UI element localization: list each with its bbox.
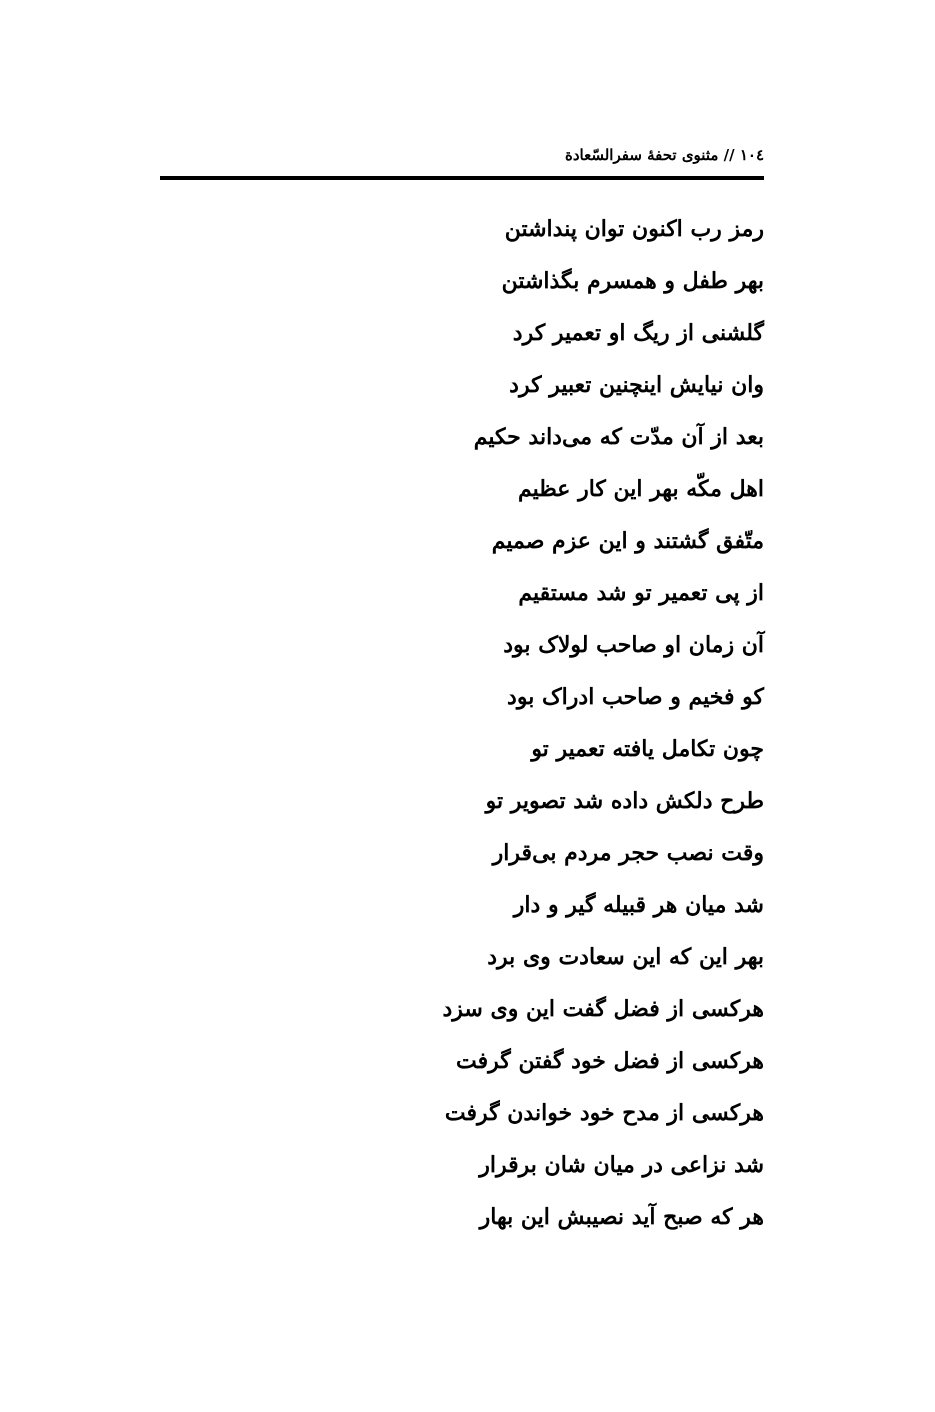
verse-line: اهل مکّه بهر این کار عظیم [517, 476, 764, 502]
verse-line: بهر این که این سعادت وی برد [487, 944, 764, 970]
verse-line: طرح دلکش داده شد تصویر تو [485, 788, 764, 814]
verse-line: متّفق گشتند و این عزم صمیم [491, 528, 764, 554]
verse-line: هرکسی از فضل خود گفتن گرفت [456, 1048, 764, 1074]
header-separator: // [723, 146, 735, 164]
running-header [160, 140, 764, 170]
verse-line: کو فخیم و صاحب ادراک بود [507, 684, 764, 710]
verse-line: هرکسی از فضل گفت این وی سزد [442, 996, 764, 1022]
page-number: ١٠٤ [739, 146, 764, 164]
verse-line: شد نزاعی در میان شان برقرار [479, 1152, 764, 1178]
verse-line: چون تکامل یافته تعمیر تو [531, 736, 764, 762]
verse-line: وقت نصب حجر مردم بی‌قرار [492, 840, 764, 866]
verse-line: از پی تعمیر تو شد مستقیم [518, 580, 764, 606]
verse-line: وان نیایش اینچنین تعبیر کرد [509, 372, 764, 398]
header-rule [160, 176, 764, 180]
verse-line: گلشنی از ریگ او تعمیر کرد [512, 320, 764, 346]
verse-line: بعد از آن مدّت که می‌داند حکیم [473, 424, 764, 450]
verse-line: بهر طفل و همسرم بگذاشتن [501, 268, 764, 294]
verse-line: آن زمان او صاحب لولاک بود [503, 632, 764, 658]
book-title: مثنوی تحفۀ سفرالسّعادة [564, 146, 719, 164]
verse-line: هر که صبح آید نصیبش این بهار [479, 1204, 764, 1230]
verse-list [300, 203, 764, 1243]
verse-line: هرکسی از مدح خود خواندن گرفت [444, 1100, 764, 1126]
verse-line: رمز رب اکنون توان پنداشتن [504, 216, 764, 242]
verse-line: شد میان هر قبیله گیر و دار [513, 892, 764, 918]
